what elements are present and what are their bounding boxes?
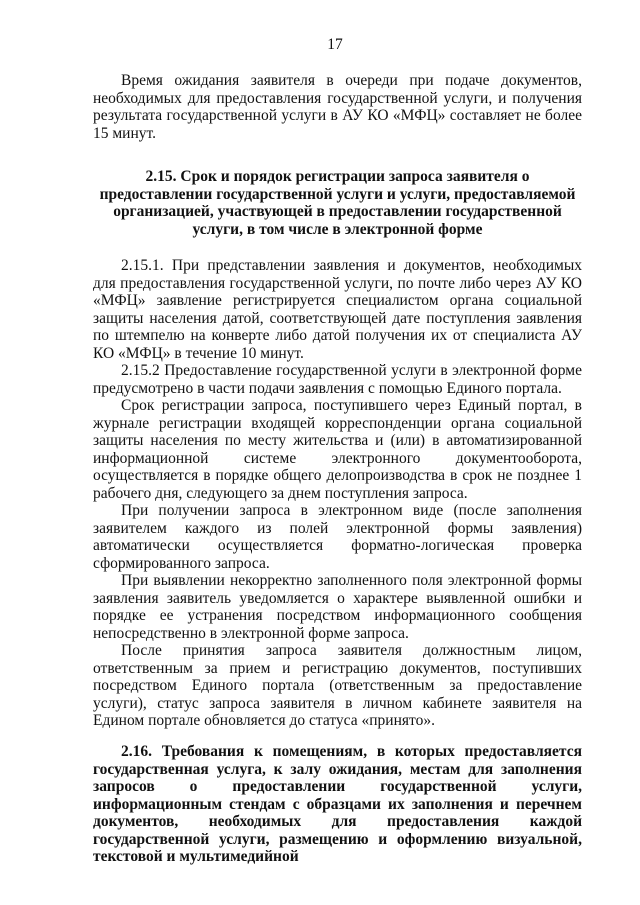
page-number: 17 [327,36,343,53]
paragraph: После принятия запроса заявителя должностным лицом, ответственным за прием и регистрацию документов, поступивших посредством Единого портала (ответственным за предоставление услуги), статус запроса заявителя в личном кабинете заявителя на Едином портале обновляется до статуса «принято». [93,642,582,729]
paragraph: 2.15.1. При представлении заявления и документов, необходимых для предоставления государственной услуги, по почте либо через АУ КО «МФЦ» заявление регистрируется специалистом органа социальной защиты населения датой, соответствующей дате поступления заявления по штемпелю на конверте либо датой получения их от специалиста АУ КО «МФЦ» в течение 10 минут. [93,257,582,362]
section-2-16 [93,743,582,866]
section-2-15-body [93,257,582,730]
section-heading: 2.16. Требования к помещениям, в которых предоставляется государственная услуга, к залу ожидания, местам для заполнения запросов о предоставлении государственной услуги, информационным стендам с образцами их заполнения и перечнем документов, необходимых для предоставления каждой государственной услуги, размещению и оформлению визуальной, текстовой и мультимедийной [93,743,582,865]
section-2-15 [93,168,582,238]
paragraph: При выявлении некорректно заполненного поля электронной формы заявления заявитель уведомляется о характере выявленной ошибки и порядке ее устранения посредством информационного сообщения непосредственно в электронной форме запроса. [93,572,582,642]
paragraph: 2.15.2 Предоставление государственной услуги в электронной форме предусмотрено в части подачи заявления с помощью Единого портала. [93,362,582,397]
intro-block [93,72,582,142]
paragraph: Срок регистрации запроса, поступившего через Единый портал, в журнале регистрации входящей корреспонденции органа социальной защиты населения по месту жительства и (или) в автоматизированной информационной системе электронного документооборота, осуществляется в порядке общего делопроизводства в срок не позднее 1 рабочего дня, следующего за днем поступления запроса. [93,397,582,502]
paragraph: При получении запроса в электронном виде (после заполнения заявителем каждого из полей электронной формы заявления) автоматически осуществляется форматно-логическая проверка сформированного запроса. [93,502,582,572]
intro-paragraph: Время ожидания заявителя в очереди при подаче документов, необходимых для предоставления государственной услуги, и получения результата государственной услуги в АУ КО «МФЦ» составляет не более 15 минут. [93,72,582,142]
section-heading: 2.15. Срок и порядок регистрации запроса заявителя о предоставлении государственной услуги и услуги, предоставляемой организацией, участвующей в предоставлении государственной услуги, в том числе в электронной форме [99,168,576,238]
